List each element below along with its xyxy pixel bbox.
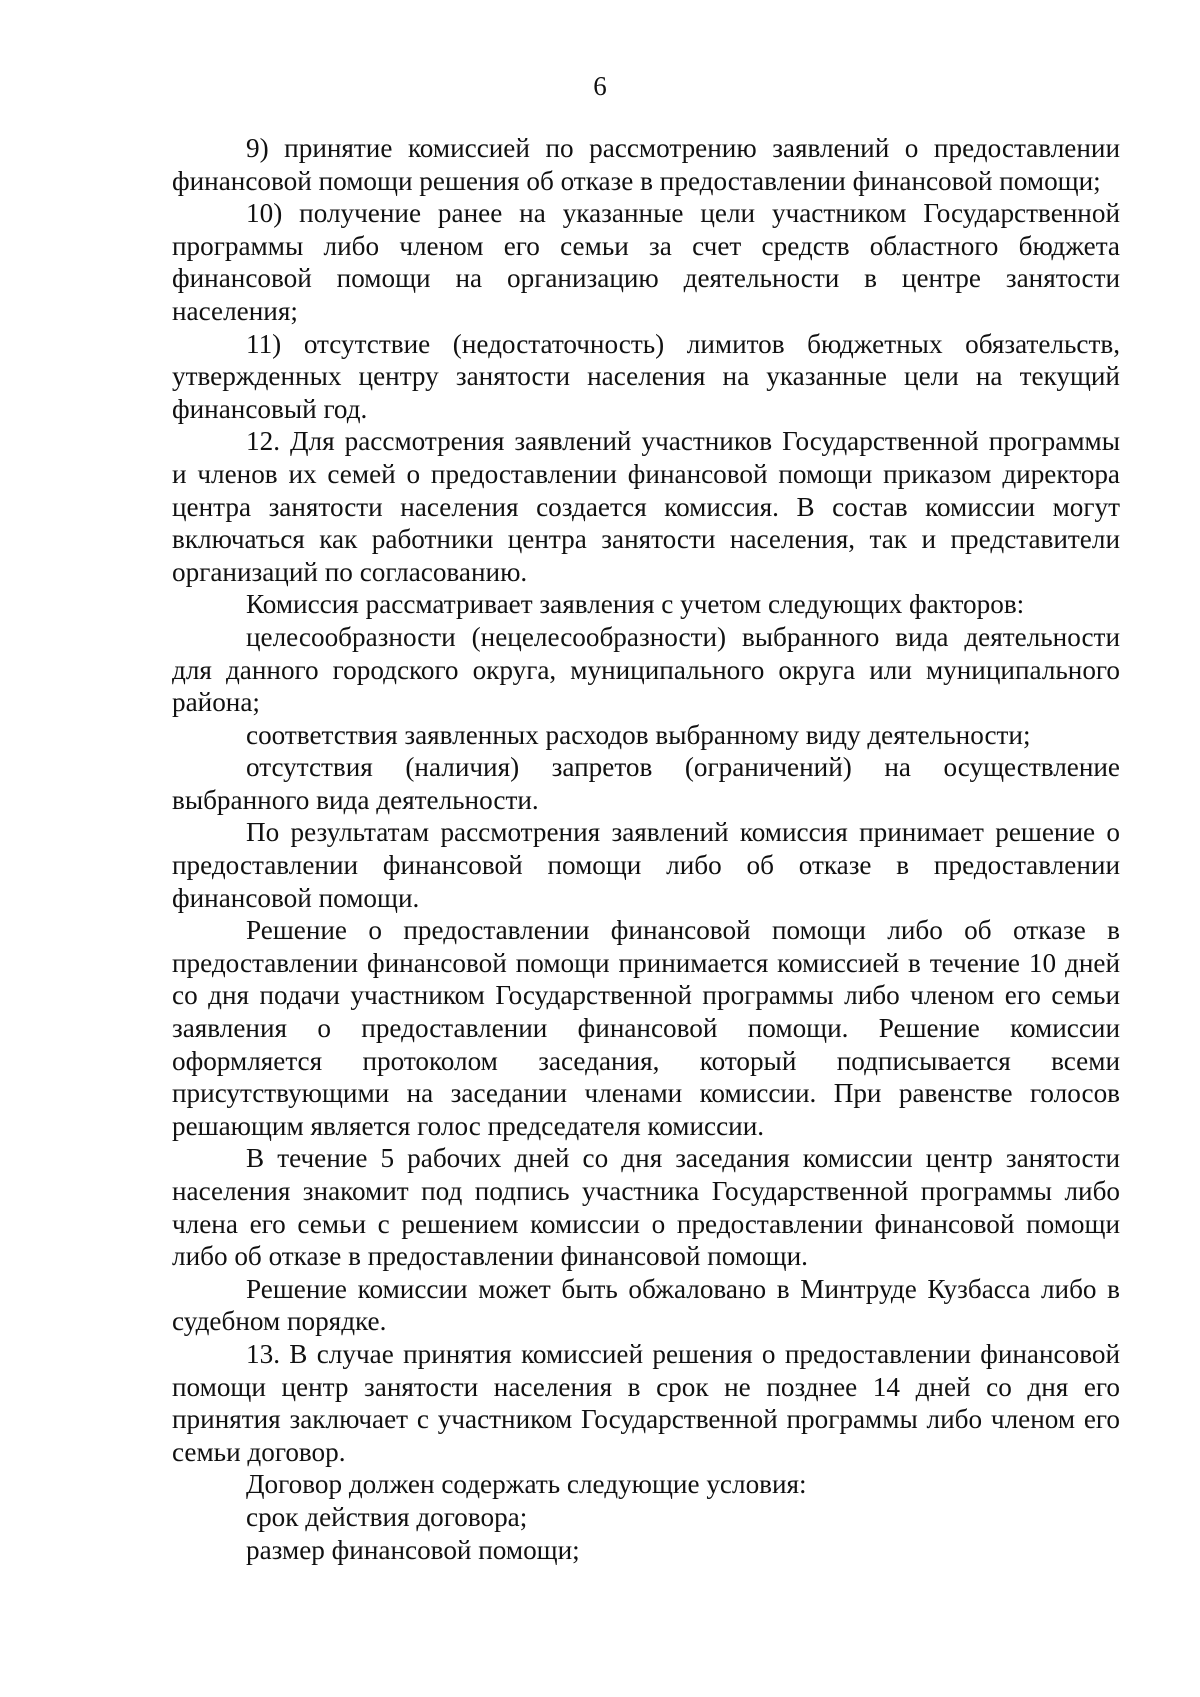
paragraph-aid-amount: размер финансовой помощи;: [246, 1534, 580, 1565]
paragraph-factor-expenses: соответствия заявленных расходов выбранному виду деятельности;: [246, 719, 1031, 750]
paragraph-commission-factors: Комиссия рассматривает заявления с учетом следующих факторов:: [246, 589, 1025, 620]
paragraph-item-9: 9) принятие комиссией по рассмотрению заявлений о предоставлении финансовой помощи решения об отказе в предоставлении финансовой помощи;: [172, 133, 1120, 196]
document-body: [172, 132, 1120, 1566]
paragraph-decision-timing: Решение о предоставлении финансовой помощи либо об отказе в предоставлении финансовой помощи принимается комиссией в течение 10 дней со дня подачи участником Государственной программы либо членом его семьи заявления о предоставлении финансовой помощи. Решение комиссии оформляется протоколом заседания, который подписывается всеми присутствующими на заседании членами комиссии. При равенстве голосов решающим является голос председателя комиссии.: [172, 915, 1120, 1141]
paragraph-appeal: Решение комиссии может быть обжаловано в Минтруде Кузбасса либо в судебном порядке.: [172, 1273, 1120, 1337]
paragraph-contract-conditions: Договор должен содержать следующие условия:: [246, 1469, 807, 1500]
paragraph-item-11: 11) отсутствие (недостаточность) лимитов бюджетных обязательств, утвержденных центру занятости населения на указанные цели на текущий финансовый год.: [172, 328, 1120, 424]
paragraph-decision-results: По результатам рассмотрения заявлений комиссия принимает решение о предоставлении финансовой помощи либо об отказе в предоставлении финансовой помощи.: [172, 817, 1120, 913]
paragraph-factor-restrictions: отсутствия (наличия) запретов (ограничений) на осуществление выбранного вида деятельности.: [172, 752, 1120, 815]
page-number: 6: [593, 71, 607, 101]
paragraph-contract-term: срок действия договора;: [246, 1501, 528, 1532]
paragraph-clause-13: 13. В случае принятия комиссией решения о предоставлении финансовой помощи центр занятости населения в срок не позднее 14 дней со дня его принятия заключает с участником Государственной программы либо членом его семьи договор.: [172, 1338, 1120, 1467]
paragraph-clause-12: 12. Для рассмотрения заявлений участников Государственной программы и членов их семей о предоставлении финансовой помощи приказом директора центра занятости населения создается комиссия. В состав комиссии могут включаться как работники центра занятости населения, так и представители организаций по согласованию.: [172, 426, 1120, 587]
paragraph-notification: В течение 5 рабочих дней со дня заседания комиссии центр занятости населения знакомит под подпись участника Государственной программы либо члена его семьи с решением комиссии о предоставлении финансовой помощи либо об отказе в предоставлении финансовой помощи.: [172, 1143, 1120, 1272]
paragraph-item-10: 10) получение ранее на указанные цели участником Государственной программы либо членом его семьи за счет средств областного бюджета финансовой помощи на организацию деятельности в центре занятости населения;: [172, 198, 1120, 326]
paragraph-factor-expediency: целесообразности (нецелесообразности) выбранного вида деятельности для данного городского округа, муниципального округа или муниципального района;: [172, 621, 1120, 718]
